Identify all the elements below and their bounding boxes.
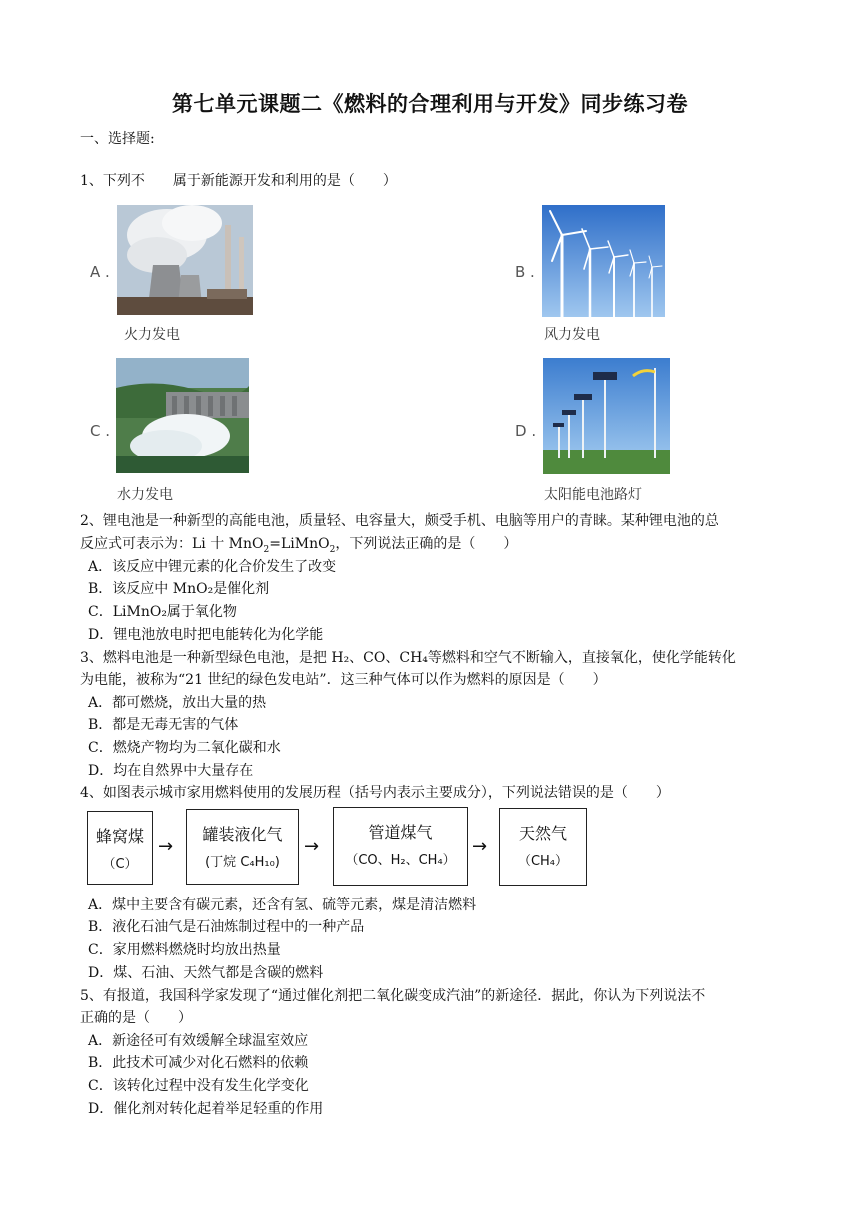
q5-option-a: A．新途径可有效缓解全球温室效应 (88, 1033, 309, 1049)
hydro-dam-photo-icon (116, 358, 249, 473)
fuel-box-formula: （C） (102, 857, 138, 872)
question-5-line-1: 5、有报道，我国科学家发现了“通过催化剂把二氧化碳变成汽油”的新途径．据此，你认为下列说法不 (80, 988, 706, 1004)
arrow-icon: → (158, 836, 174, 857)
fuel-box-pipeline-gas (333, 807, 468, 886)
q2-option-b: B．该反应中 MnO₂是催化剂 (88, 581, 270, 597)
fuel-box-formula: （CO、H₂、CH₄） (345, 853, 456, 868)
question-3-line-2: 为电能，被称为“21 世纪的绿色发电站”．这三种气体可以作为燃料的原因是（ ） (80, 672, 607, 688)
page-title: 第七单元课题二《燃料的合理利用与开发》同步练习卷 (172, 92, 688, 116)
question-4-stem: 4、如图表示城市家用燃料使用的发展历程（括号内表示主要成分），下列说法错误的是（ ） (80, 785, 670, 801)
q4-option-c: C．家用燃料燃烧时均放出热量 (88, 942, 281, 958)
q1-option-c-letter: C . (90, 422, 111, 440)
question-1-stem: 1、下列不 属于新能源开发和利用的是（ ） (80, 173, 397, 189)
fuel-box-natural-gas (499, 808, 587, 886)
q4-option-d: D．煤、石油、天然气都是含碳的燃料 (88, 965, 324, 981)
q1-option-b-letter: B . (515, 263, 535, 281)
fuel-box-lpg (186, 809, 299, 885)
q1-option-a-caption: 火力发电 (124, 327, 180, 343)
q1-option-d-letter: D . (515, 422, 537, 440)
arrow-icon: → (304, 836, 320, 857)
question-2-line-1: 2、锂电池是一种新型的高能电池，质量轻、电容量大，颇受手机、电脑等用户的青睐。某种锂电池的总 (80, 513, 719, 529)
fuel-box-name: 天然气 (518, 824, 567, 843)
fuel-box-honeycomb-coal (87, 811, 153, 885)
fuel-box-formula: （CH₄） (517, 854, 569, 869)
q1-option-b-caption: 风力发电 (544, 327, 600, 343)
q5-option-b: B．此技术可减少对化石燃料的依赖 (88, 1055, 309, 1071)
q3-option-c: C．燃烧产物均为二氧化碳和水 (88, 740, 281, 756)
q4-option-a: A．煤中主要含有碳元素，还含有氢、硫等元素，煤是清洁燃料 (88, 897, 477, 913)
fuel-box-name: 蜂窝煤 (95, 827, 144, 846)
arrow-icon: → (472, 836, 488, 857)
fuel-box-name: 管道煤气 (368, 823, 433, 842)
q2-option-c: C．LiMnO₂属于氧化物 (88, 604, 237, 620)
question-3-line-1: 3、燃料电池是一种新型绿色电池，是把 H₂、CO、CH₄等燃料和空气不断输入，直接氧化，使化学能转化 (80, 650, 736, 666)
solar-streetlight-photo-icon (543, 358, 670, 474)
section-heading: 一、选择题: (80, 131, 155, 147)
q4-option-b: B．液化石油气是石油炼制过程中的一种产品 (88, 919, 365, 935)
q1-option-d-caption: 太阳能电池路灯 (544, 487, 642, 503)
power-plant-photo-icon (117, 205, 253, 315)
q1-option-c-caption: 水力发电 (117, 487, 173, 503)
fuel-box-name: 罐装液化气 (202, 825, 283, 844)
q1-option-a-letter: A . (90, 263, 110, 281)
question-2-line-2: 反应式可表示为：Li 十 MnO$_2$=LiMnO$_2$，下列说法正确的是（ ） (80, 536, 518, 555)
fuel-box-formula: (丁烷 C₄H₁₀) (205, 855, 280, 870)
q3-option-b: B．都是无毒无害的气体 (88, 717, 239, 733)
q5-option-d: D．催化剂对转化起着举足轻重的作用 (88, 1101, 324, 1117)
q2-option-a: A．该反应中锂元素的化合价发生了改变 (88, 559, 337, 575)
q2-option-d: D．锂电池放电时把电能转化为化学能 (88, 627, 324, 643)
wind-turbine-photo-icon (542, 205, 665, 317)
question-5-line-2: 正确的是（ ） (80, 1010, 192, 1026)
q5-option-c: C．该转化过程中没有发生化学变化 (88, 1078, 309, 1094)
q3-option-a: A．都可燃烧，放出大量的热 (88, 695, 267, 711)
q3-option-d: D．均在自然界中大量存在 (88, 763, 254, 779)
